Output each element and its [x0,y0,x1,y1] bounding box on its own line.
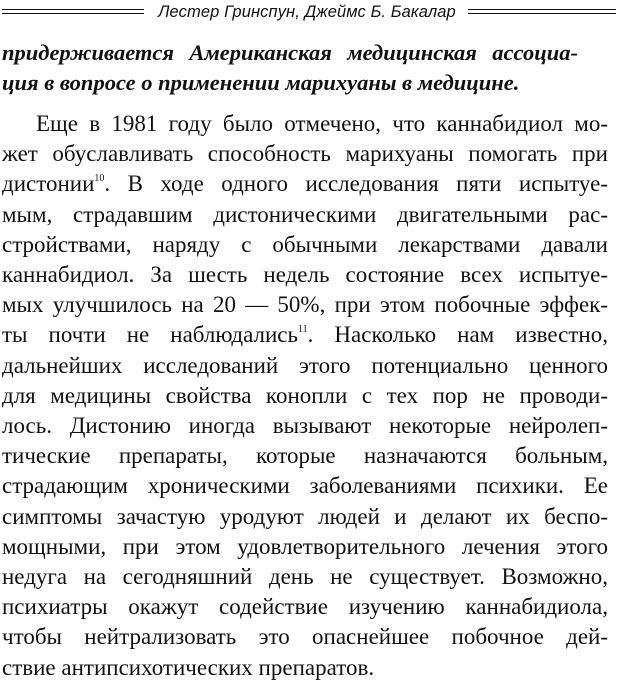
text-line [2,169,608,199]
text-line: мых улучшилось на 20 — 50%, при этом побочные эффек- [2,292,608,318]
quote-line: ция в вопросе о применении марихуаны в медицине. [2,70,520,95]
text-line: каннабидиол. За шесть недель состояние всех испытуе- [2,262,608,288]
text-line: тические препараты, которые назначаются больным, [2,443,608,469]
text-line: мощными, при этом удовлетворительного лечения этого [2,533,608,559]
text-line: дальнейших исследований этого потенциально ценного [2,352,608,378]
text-line: для медицины свойства конопли с тех пор не проводи- [2,382,608,408]
running-header [0,0,620,28]
text-line: ствие антипсихотических препаратов. [2,654,375,680]
text-line: лось. Дистонию иногда вызывают некоторые нейролеп- [2,413,608,439]
text-line: чтобы нейтрализовать это опаснейшее побочное дей- [2,624,608,650]
text-line: симптомы зачастую уродуют людей и делают их беспо- [2,503,608,529]
header-rule-left [2,9,144,17]
running-title: Лестер Гринспун, Джеймс Б. Бакалар [158,3,456,21]
text-segment: . В ходе одного исследования пяти испытуе- [104,171,608,197]
text-segment: . Насколько нам известно, [307,322,608,348]
text-line: стройствами, наряду с обычными лекарствами давали [2,231,608,257]
header-rule-line [2,9,144,10]
header-rule-line [468,13,616,14]
text-line [2,320,608,350]
footnote-marker[interactable]: 10 [94,173,105,185]
footnote-marker[interactable]: 11 [298,324,308,336]
text-line: психиатры окажут содействие изучению каннабидиола, [2,594,608,620]
body-paragraph [2,109,608,683]
text-line: Еще в 1981 году было отмечено, что каннабидиол мо- [36,111,608,136]
text-line: мым, страдавшим дистоническими двигательными рас- [2,201,608,227]
text-line: недуга на сегодняшний день не существует. Возможно, [2,564,608,590]
text-line: жет обуславливать способность марихуаны помогать при [2,141,608,167]
text-segment: ты почти не наблюдались [2,322,298,348]
italic-quote-block [2,38,578,98]
text-segment: дистонии [2,171,95,197]
text-line: страдающим хроническими заболеваниями психики. Ее [2,473,608,499]
header-rule-right [468,9,616,17]
quote-line: придерживается Американская медицинская ассоциа- [2,40,578,65]
header-rule-line [468,9,616,10]
header-rule-line [2,13,144,14]
